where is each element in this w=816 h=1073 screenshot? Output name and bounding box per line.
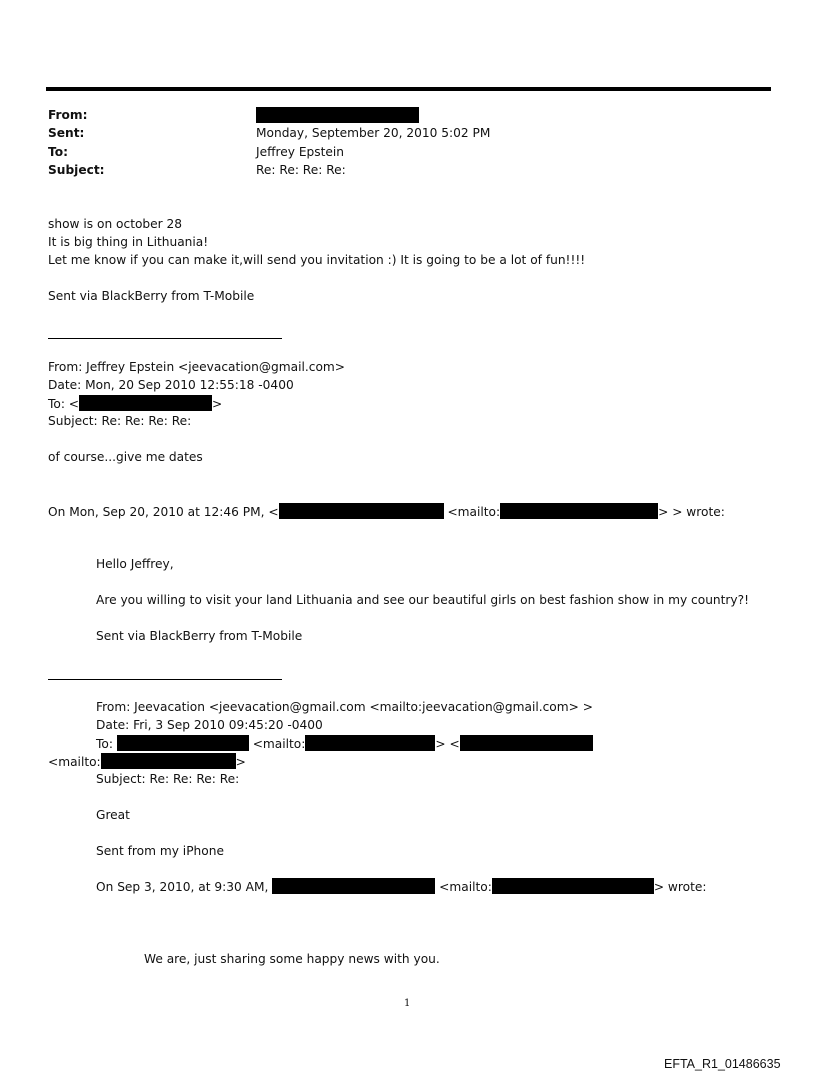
quote2-body: Are you willing to visit your land Lithuania and see our beautiful girls on best fashion show in my country?! [96, 593, 749, 607]
quote3-date: Date: Fri, 3 Sep 2010 09:45:20 -0400 [96, 718, 323, 732]
quote3-body: Great [96, 808, 130, 822]
quote2-intro: On Mon, Sep 20, 2010 at 12:46 PM, < <mailto: > > wrote: [48, 505, 725, 519]
body-line-2: It is big thing in Lithuania! [48, 235, 209, 249]
quote3-intro: On Sep 3, 2010, at 9:30 AM, <mailto: > wrote: [96, 880, 707, 894]
separator-1 [48, 338, 282, 339]
quote2-greeting: Hello Jeffrey, [96, 557, 174, 571]
quote2-signature: Sent via BlackBerry from T-Mobile [96, 629, 303, 643]
header-rule [46, 87, 771, 91]
from-redacted [256, 107, 419, 125]
sent-label: Sent: [48, 126, 85, 140]
quote3-to: To: <mailto: > < [96, 735, 593, 753]
body-line-1: show is on october 28 [48, 217, 183, 231]
quote3-subject: Subject: Re: Re: Re: Re: [96, 772, 240, 786]
quote1-from: From: Jeffrey Epstein <jeevacation@gmail.com> [48, 360, 345, 374]
body-line-3: Let me know if you can make it,will send you invitation :) It is going to be a lot of fun!!!! [48, 253, 586, 267]
to-value: Jeffrey Epstein [256, 145, 344, 159]
quote3-signature: Sent from my iPhone [96, 844, 224, 858]
quote3-to-wrap: <mailto: > [48, 755, 246, 769]
quote1-date: Date: Mon, 20 Sep 2010 12:55:18 -0400 [48, 378, 294, 392]
page-number: 1 [404, 998, 411, 1009]
subject-value: Re: Re: Re: Re: [256, 163, 346, 177]
sent-value: Monday, September 20, 2010 5:02 PM [256, 126, 491, 140]
footer-document-id: EFTA_R1_01486635 [664, 1057, 781, 1071]
separator-2 [48, 679, 282, 680]
from-label: From: [48, 108, 88, 122]
quote1-subject: Subject: Re: Re: Re: Re: [48, 414, 192, 428]
quote1-body: of course...give me dates [48, 450, 203, 464]
body-signature: Sent via BlackBerry from T-Mobile [48, 289, 255, 303]
subject-label: Subject: [48, 163, 105, 177]
quote1-to: To: < > [48, 397, 223, 411]
quote3-from: From: Jeevacation <jeevacation@gmail.com <mailto:jeevacation@gmail.com> > [96, 700, 593, 714]
quote4-body: We are, just sharing some happy news with you. [144, 952, 440, 966]
to-label: To: [48, 145, 68, 159]
